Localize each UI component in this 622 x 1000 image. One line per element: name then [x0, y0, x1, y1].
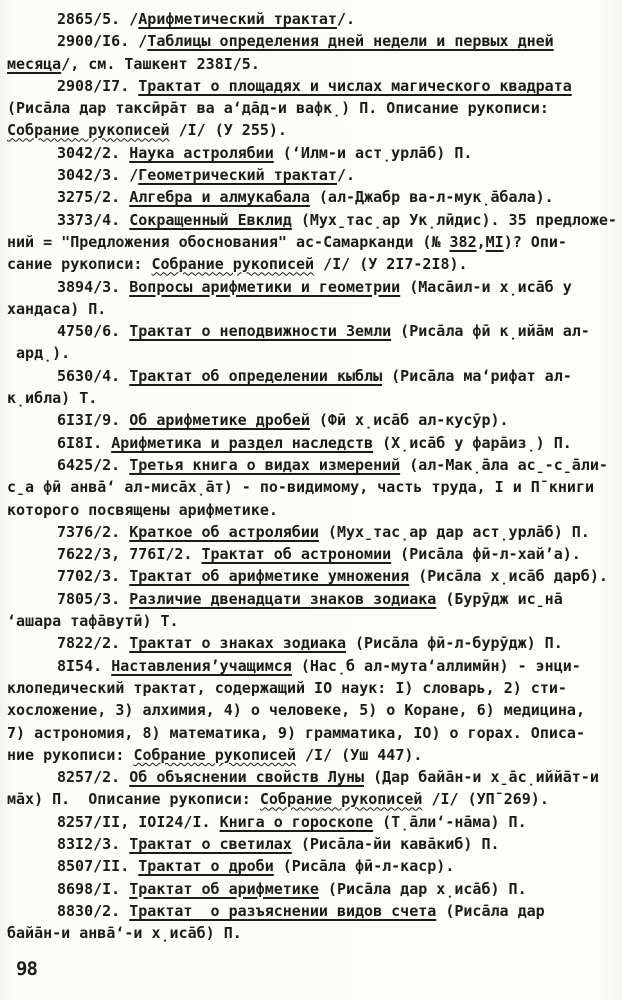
text-run: (Дар байа̄н-и х̱а̄с̣иййа̄т-и	[364, 768, 599, 787]
text-line	[7, 833, 618, 855]
text-run: /, см. Ташкент 238I/5.	[61, 54, 260, 73]
reference-title: Собрание рукописей	[133, 745, 296, 764]
entry-title: МI	[485, 232, 504, 251]
text-line	[7, 142, 618, 164]
entry-title: Об арифметике дробей	[129, 411, 310, 430]
text-line	[7, 499, 618, 521]
text-line	[7, 855, 618, 877]
entry-title: Наставления’учащимся	[111, 656, 292, 675]
entry-title: Наука астролябии	[129, 143, 274, 162]
text-run: ний = "Предложения обоснования" ас-Самарканди (№	[7, 232, 450, 251]
text-run: (Риса̄ла фӣ к̣ийа̄м ал-	[391, 322, 590, 341]
text-line	[7, 655, 618, 677]
text-run: сание рукописи:	[7, 255, 152, 274]
text-line	[7, 30, 618, 52]
text-run: 7805/3.	[57, 589, 130, 608]
text-line	[7, 610, 618, 632]
text-run: 7) астрономия, 8) математика, 9) грамматика, IO) о горах. Описа-	[7, 723, 585, 742]
text-run: /I/ (Уш 447).	[296, 745, 423, 764]
text-run: (Х̣иса̄б у фара̄из̣) П.	[373, 433, 572, 452]
text-line	[7, 8, 618, 30]
entry-title: Арифметика и раздел наследств	[111, 433, 374, 452]
entry-title: Об объяснении свойств Луны	[129, 768, 365, 787]
text-line	[7, 320, 618, 342]
text-line	[7, 53, 618, 75]
text-line	[7, 722, 618, 744]
reference-title: Собрание рукописей	[259, 790, 423, 809]
text-run: (ал-Джабр ва-л-мук̣а̄бала).	[309, 188, 554, 207]
entry-title: Вопросы арифметики и геометрии	[129, 277, 401, 296]
text-run: к̣ибла) Т.	[7, 389, 98, 408]
text-run: байа̄н-и анва̄‘-и х̣иса̄б) П.	[7, 924, 242, 943]
text-line	[7, 565, 618, 587]
entry-title: Трактат о светилах	[129, 834, 292, 853]
text-run: 3373/4.	[57, 210, 130, 229]
text-run: 8I54.	[57, 656, 112, 675]
text-run: 7822/2.	[57, 634, 130, 653]
text-run: 8698/I.	[57, 879, 130, 898]
text-run: 3275/2.	[57, 188, 130, 207]
text-run: 8507/II.	[57, 857, 139, 876]
entry-title: Трактат о знаках зодиака	[129, 634, 346, 653]
entry-title: Трактат о дроби	[138, 857, 274, 876]
text-run: ард̣).	[7, 344, 71, 363]
text-run: /.	[336, 166, 356, 185]
text-line	[7, 543, 618, 565]
text-run: ма̄х) П. Описание рукописи:	[7, 790, 260, 809]
text-run: (ал-Мак̣а̄ла ас̱-с̱а̄ли-	[400, 455, 608, 474]
text-run: (Риса̄ла дар	[436, 901, 545, 920]
text-line	[7, 699, 618, 721]
text-run: 6425/2.	[57, 455, 130, 474]
text-run: 8257/2.	[57, 768, 130, 787]
text-run: 7376/2.	[57, 522, 130, 541]
entry-title: Алгебра и алмукабала	[129, 188, 310, 207]
text-line	[7, 632, 618, 654]
entry-title: 382	[449, 232, 477, 251]
text-run: которого посвящены арифметике.	[7, 500, 278, 519]
text-run: (Нас̣б ал-мута‘аллимӣн) - энци-	[291, 656, 581, 675]
text-run: (Риса̄ла фӣ-л-хай’а).	[391, 545, 581, 564]
entry-title: Краткое об астролябии	[129, 522, 319, 541]
text-run: ние рукописи:	[7, 745, 134, 764]
text-run: ‘ашара тафа̄вутӣ) Т.	[7, 612, 179, 631]
text-run: 4750/6.	[57, 322, 130, 341]
text-line	[7, 186, 618, 208]
text-run: 8257/II, IOI24/I.	[57, 812, 220, 831]
text-line	[7, 588, 618, 610]
text-line	[7, 521, 618, 543]
text-run: с̱а фӣ анва̄‘ ал-миса̄х̣а̄т) - по-видимому, часть труда, I и П̄ книги	[7, 478, 594, 497]
text-run: 6I3I/9.	[57, 411, 130, 430]
text-run: (Риса̄ла дар х̣иса̄б) П.	[318, 879, 527, 898]
text-line	[7, 432, 618, 454]
entry-title: Арифметический трактат	[138, 10, 337, 28]
text-line	[7, 119, 618, 141]
text-line	[7, 766, 618, 788]
text-line	[7, 677, 618, 699]
page-number: 98	[16, 958, 37, 981]
text-run: ,	[476, 232, 486, 251]
text-run: 5630/4.	[57, 366, 130, 385]
text-line	[7, 900, 618, 922]
text-run: (Бурӯдж ис̱на̄	[436, 589, 563, 608]
text-run: 83I2/3.	[57, 834, 130, 853]
text-run: 7622/3, 776I/2.	[57, 545, 202, 564]
text-line	[7, 209, 618, 231]
text-line	[7, 922, 618, 944]
text-line	[7, 744, 618, 766]
entry-title: Книга о гороскопе	[219, 812, 374, 831]
text-line	[7, 387, 618, 409]
entry-title: Трактат об астрономии	[201, 545, 392, 564]
text-run: 2865/5. /	[57, 10, 139, 28]
text-run: (Риса̄ла фӣ-л-бурӯдж) П.	[346, 634, 563, 653]
text-run: /I/ (УП̄ 269).	[422, 790, 549, 809]
text-line	[7, 409, 618, 431]
text-run: 6I8I.	[57, 433, 112, 452]
text-run: (Риса̄ла-йи кава̄киб) П.	[291, 834, 500, 853]
text-line	[7, 476, 618, 498]
text-line	[7, 788, 618, 810]
text-line	[7, 298, 618, 320]
text-line	[7, 342, 618, 364]
text-run: /I/ (У 255).	[169, 121, 287, 140]
text-run: хосложение, 3) алхимия, 4) о человеке, 5) о Коране, 6) медицина,	[7, 701, 585, 720]
bibliography-text	[7, 8, 618, 944]
text-run: (Риса̄ла х̣иса̄б дарб).	[409, 567, 608, 586]
text-run: 2900/I6. /	[57, 32, 148, 51]
text-run: /.	[336, 10, 356, 28]
text-run: (Риса̄ла дар таксӣра̄т ва а‘да̄д-и вафк̣) П. Описание рукописи:	[7, 99, 549, 118]
entry-title: месяца	[7, 54, 62, 73]
entry-title: Сокращенный Евклид	[129, 210, 292, 229]
text-run: (Риса̄ла ма‘рифат ал-	[382, 366, 572, 385]
text-run: (Фӣ х̣иса̄б ал-кусӯр).	[309, 411, 509, 430]
text-line	[7, 365, 618, 387]
text-line	[7, 454, 618, 476]
text-run: 7702/3.	[57, 567, 130, 586]
text-run: (Риса̄ла фӣ-л-каср).	[273, 857, 455, 876]
entry-title: Трактат о площадях и числах магического квадрата	[138, 76, 572, 95]
text-run: (Мух̱тас̣ар Ук̣лӣдис). 35 предложе-	[291, 210, 617, 229]
entry-title: Трактат о неподвижности Земли	[129, 322, 392, 341]
text-run: (Мух̱тас̣ар дар аст̣урла̄б) П.	[318, 522, 590, 541]
entry-title: Различие двенадцати знаков зодиака	[129, 589, 437, 608]
reference-title: Собрание рукописей	[7, 121, 170, 140]
entry-title: Таблицы определения дней недели и первых дней	[147, 32, 554, 51]
reference-title: Собрание рукописей	[151, 255, 315, 274]
text-line	[7, 276, 618, 298]
entry-title: Трактат о разъяснении видов счета	[129, 901, 437, 920]
text-line	[7, 878, 618, 900]
text-run: 3042/2.	[57, 143, 130, 162]
text-run: 3894/3.	[57, 277, 130, 296]
entry-title: Геометрический трактат	[138, 166, 337, 185]
entry-title: Трактат об определении кыблы	[129, 366, 383, 385]
text-run: 3042/3. /	[57, 166, 139, 185]
text-line	[7, 811, 618, 833]
text-line	[7, 253, 618, 275]
text-line	[7, 75, 618, 97]
text-line	[7, 97, 618, 119]
text-line	[7, 164, 618, 186]
text-line	[7, 231, 618, 253]
entry-title: Трактат об арифметике умножения	[129, 567, 410, 586]
text-run: (Маса̄ил-и х̣иса̄б у	[400, 277, 572, 296]
text-run: )? Опи-	[503, 232, 567, 251]
text-run: 2908/I7.	[57, 76, 139, 95]
entry-title: Третья книга о видах измерений	[129, 455, 401, 474]
text-run: клопедический трактат, содержащий IO наук: I) словарь, 2) сти-	[7, 678, 567, 697]
text-run: (Т̣а̄ли‘-на̄ма) П.	[373, 812, 527, 831]
text-run: (‘Илм-и аст̣урла̄б) П.	[273, 143, 473, 162]
text-run: хандаса) П.	[7, 299, 107, 318]
text-run: /I/ (У 2I7-2I8).	[314, 255, 468, 274]
entry-title: Трактат об арифметике	[129, 879, 319, 898]
text-run: 8830/2.	[57, 901, 130, 920]
